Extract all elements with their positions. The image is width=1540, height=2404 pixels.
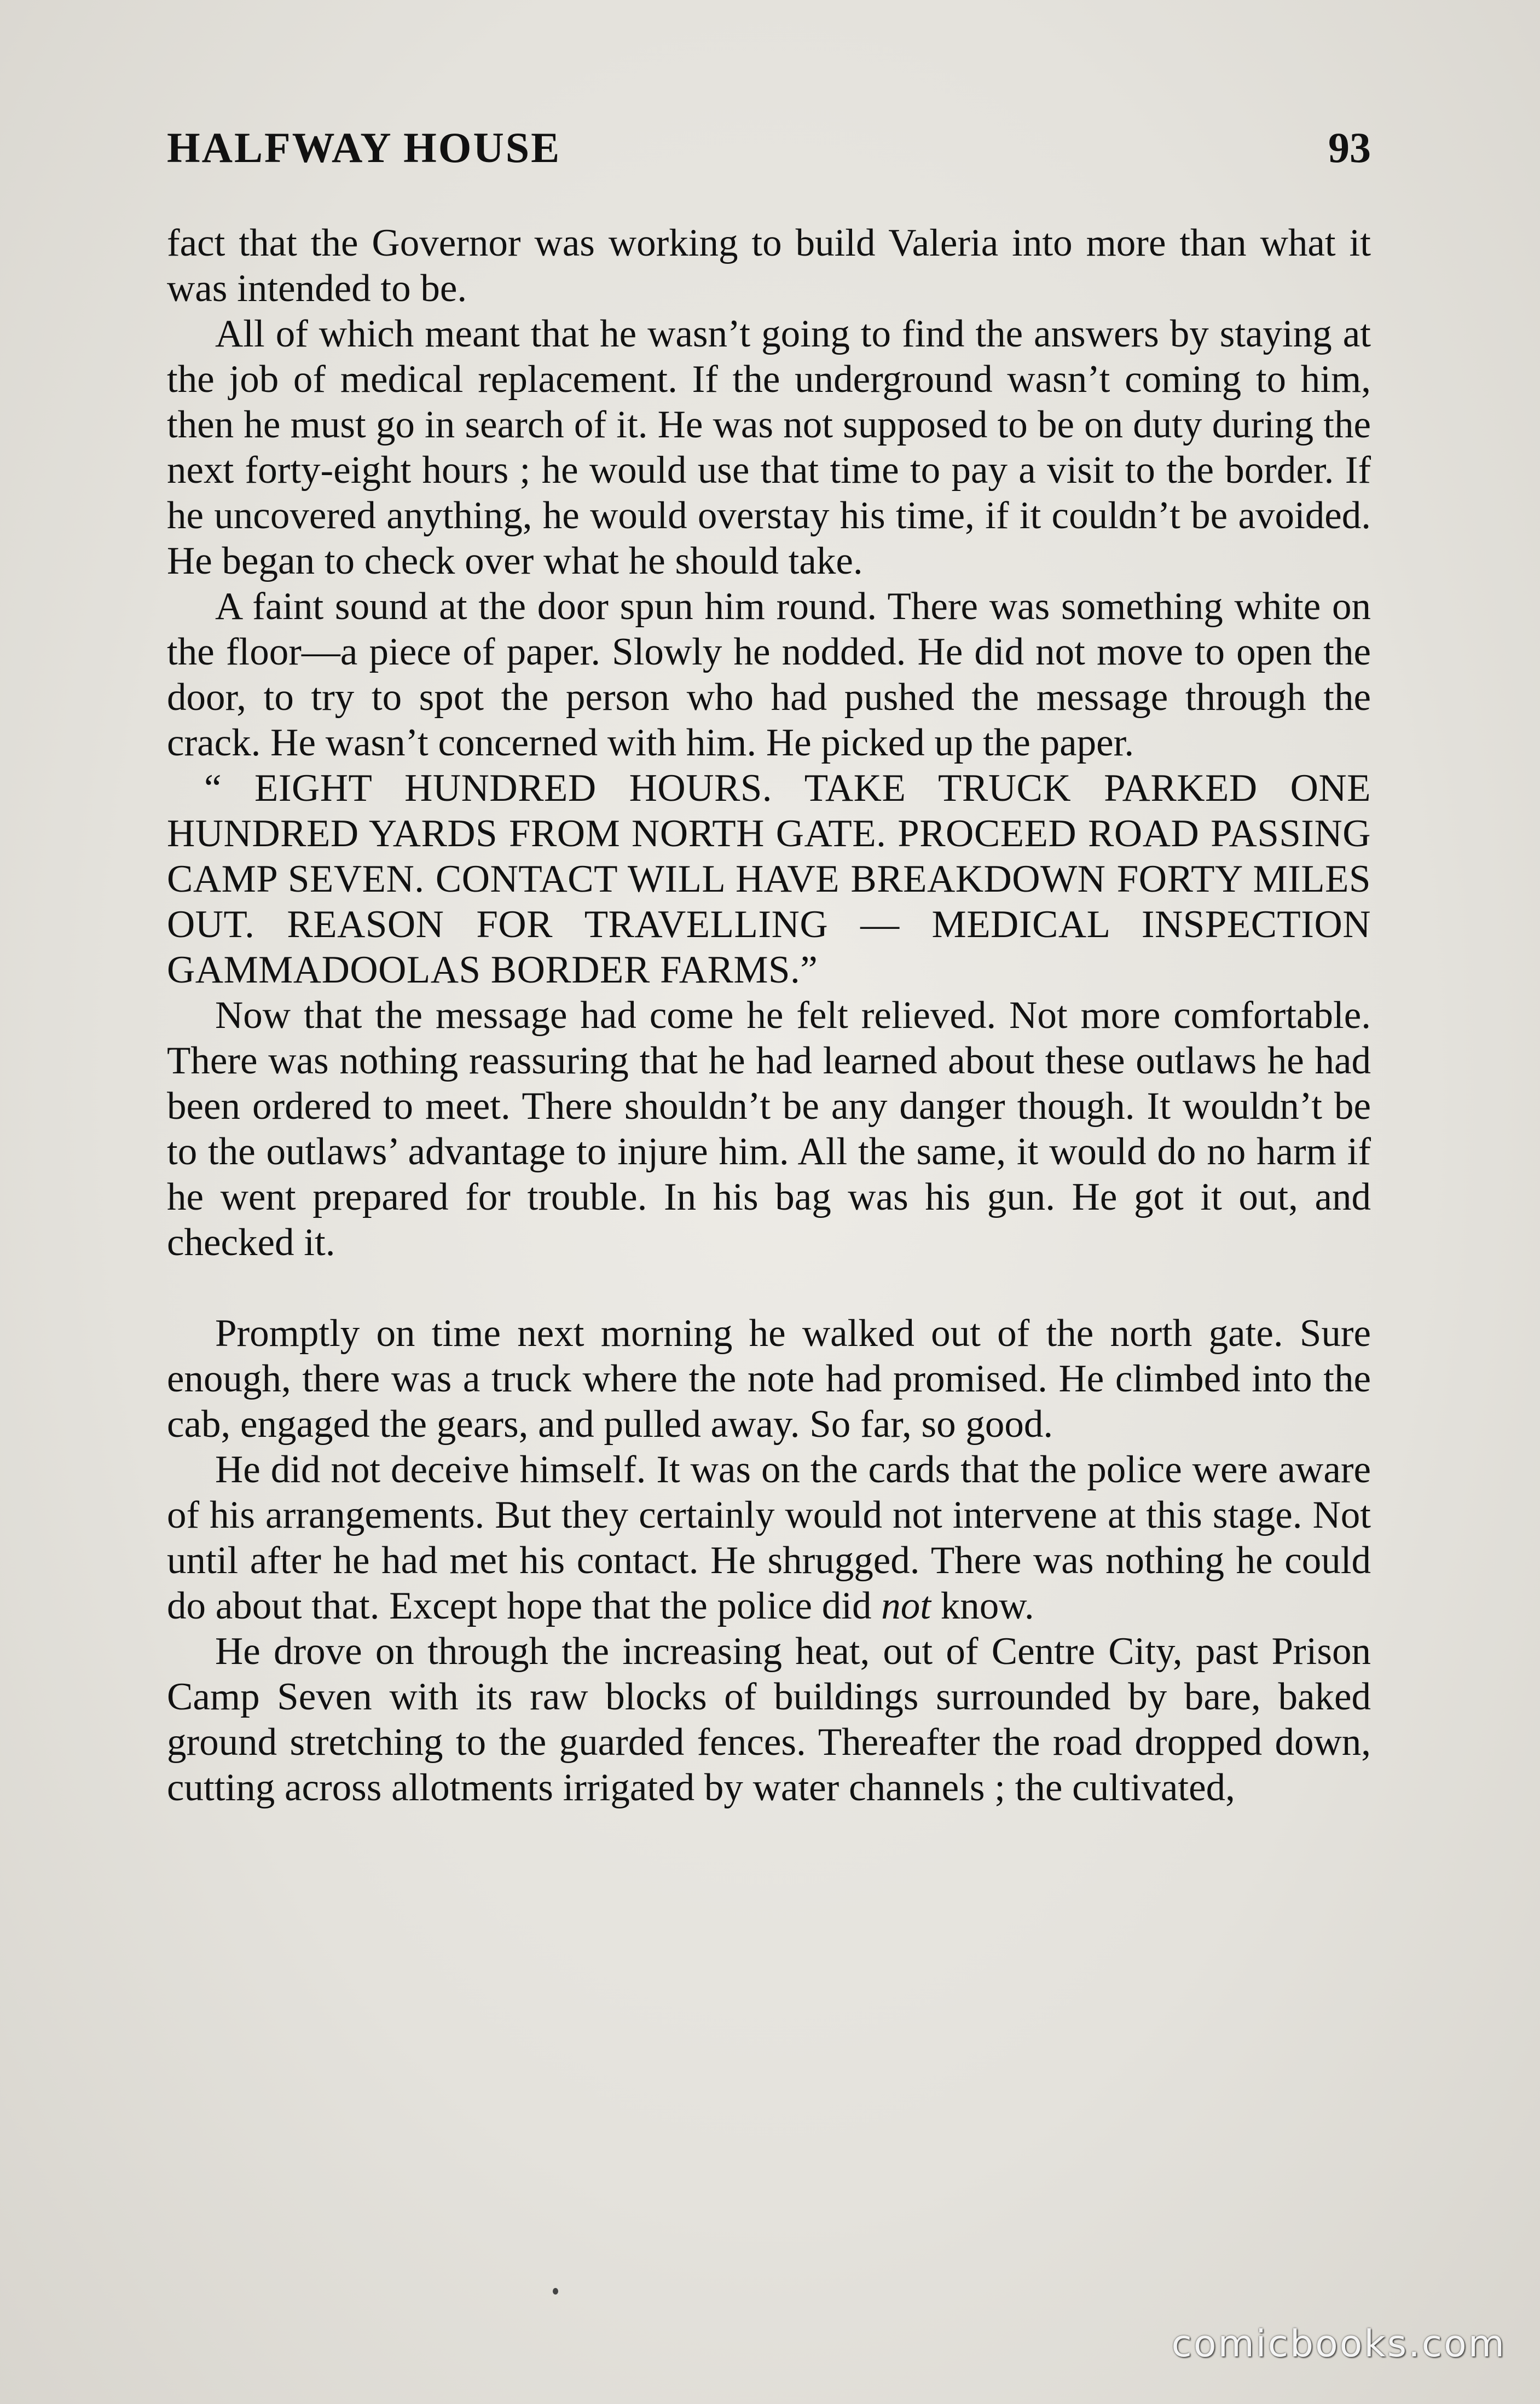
paragraph: Now that the message had come he felt relieved. Not more comfortable. There was nothing reassuring that he had learned about these outlaws he had been ordered to meet. There shouldn’t be any danger though. It wouldn’t be to the outlaws’ advantage to injure him. All the same, it would do no harm if he went prepared for trouble. In his bag was his gun. He got it out, and checked it. bbox=[167, 994, 1371, 1264]
paragraph bbox=[167, 1447, 1371, 1629]
paragraph: A faint sound at the door spun him round. There was something white on the floor—a piece of paper. Slowly he nodded. He did not move to open the door, to try to spot the person who had pushed the message through the crack. He wasn’t concerned with him. He picked up the paper. bbox=[167, 585, 1371, 764]
emphasized-word: not bbox=[881, 1585, 931, 1627]
section-break bbox=[167, 1265, 1371, 1311]
body-text bbox=[167, 221, 1371, 1811]
print-speck bbox=[553, 2288, 558, 2295]
paragraph: Promptly on time next morning he walked out of the north gate. Sure enough, there was a truck where the note had promised. He climbed into the cab, engaged the gears, and pulled away. So far, so good. bbox=[167, 1312, 1371, 1446]
paragraph-text: He did not deceive himself. It was on the cards that the police were aware of his arrangements. But they certainly would not intervene at this stage. Not until after he had met his contact. He shrugged. There was nothing he could do about that. Except hope that the police did bbox=[167, 1448, 1371, 1627]
chapter-title: HALFWAY HOUSE bbox=[167, 124, 561, 171]
paragraph: fact that the Governor was working to build Valeria into more than what it was intended to be. bbox=[167, 222, 1371, 310]
running-head bbox=[167, 118, 1371, 178]
note-message: “ EIGHT HUNDRED HOURS. TAKE TRUCK PARKED ONE HUNDRED YARDS FROM NORTH GATE. PROCEED ROAD PASSING CAMP SEVEN. CONTACT WILL HAVE BREAKDOWN FORTY MILES OUT. REASON FOR TRAVELLING — MEDICAL INSPECTION GAMMADOOLAS BORDER FARMS.” bbox=[167, 767, 1371, 991]
page-number: 93 bbox=[1328, 124, 1371, 171]
paragraph: He drove on through the increasing heat, out of Centre City, past Prison Camp Seven with its raw blocks of buildings surrounded by bare, baked ground stretching to the guarded fences. Thereafter the road dropped down, cutting across allotments irrigated by water channels ; the cultivated, bbox=[167, 1630, 1371, 1809]
paragraph-text-end: know. bbox=[930, 1585, 1034, 1627]
book-page bbox=[167, 118, 1371, 1811]
watermark: comicbooks.com bbox=[1171, 2322, 1506, 2366]
paragraph: All of which meant that he wasn’t going to find the answers by staying at the job of medical replacement. If the underground wasn’t coming to him, then he must go in search of it. He was not supposed to be on duty during the next forty-eight hours ; he would use that time to pay a visit to the border. If he uncovered anything, he would overstay his time, if it couldn’t be avoided. He began to check over what he should take. bbox=[167, 313, 1371, 582]
